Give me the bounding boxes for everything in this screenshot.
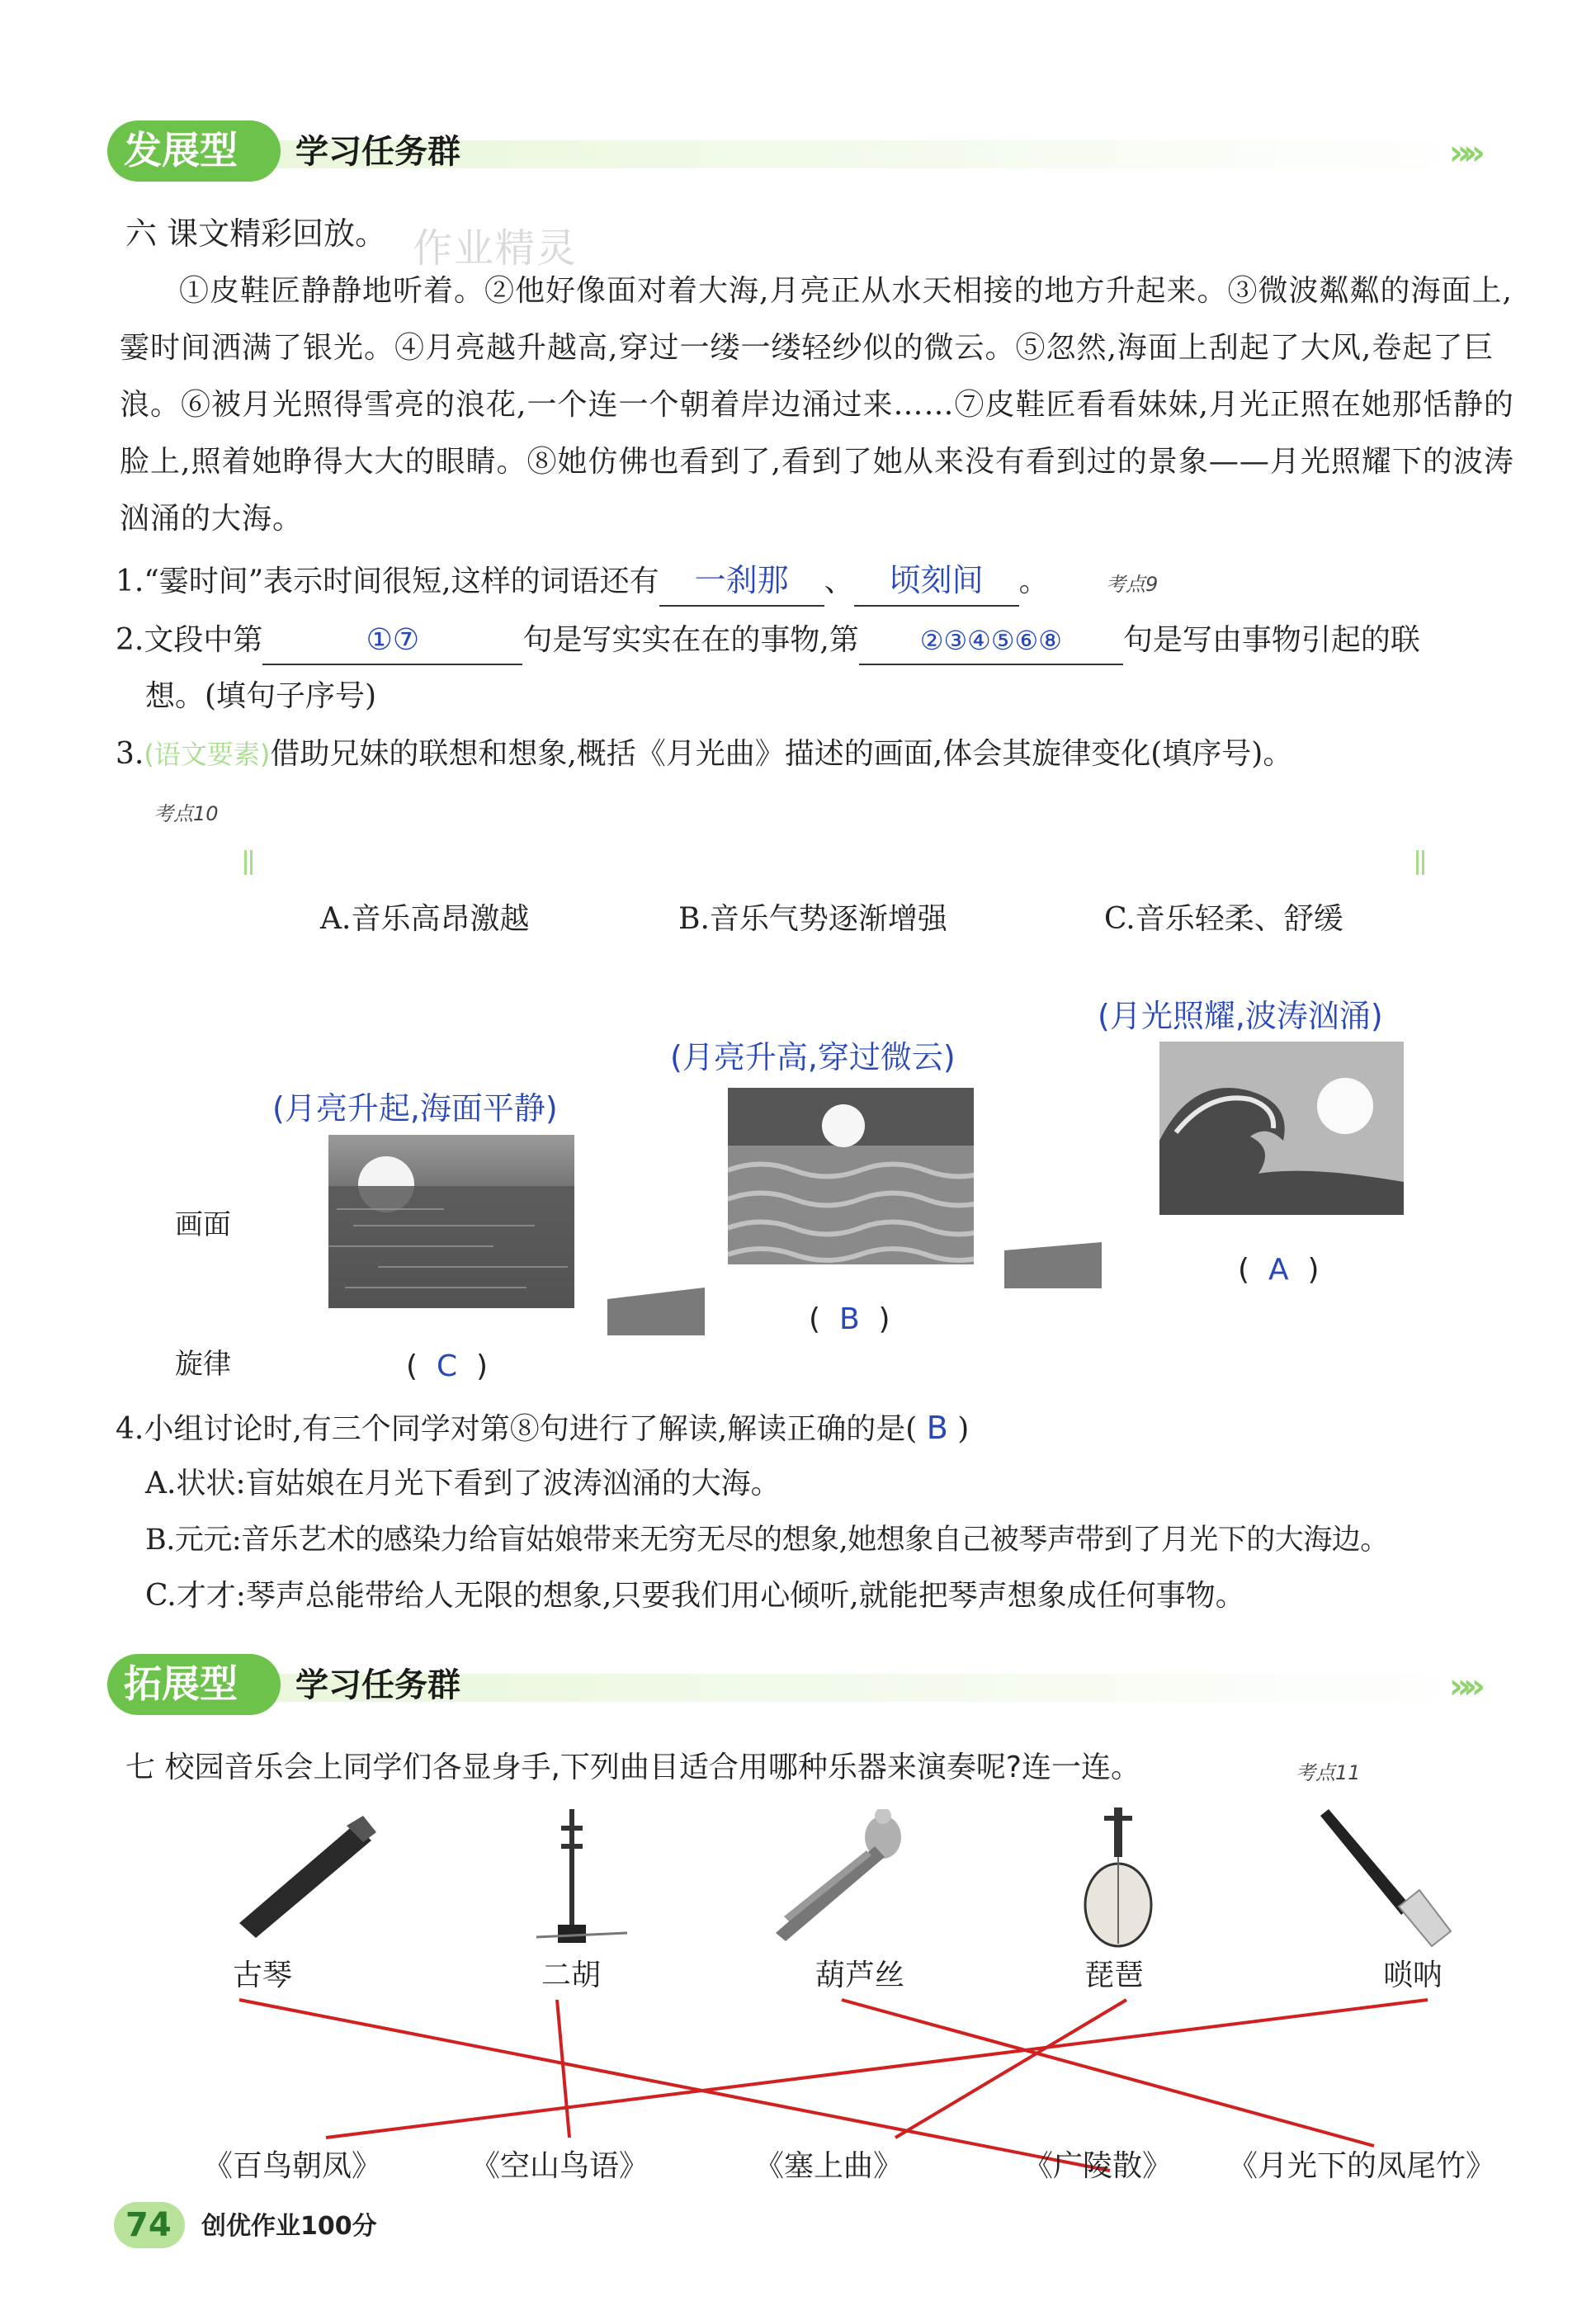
q1-answer-1: 一刹那 [694, 562, 789, 598]
banner-title: 学习任务群 [295, 133, 460, 171]
scene-3-caption: (月光照耀,波涛汹涌) [1098, 998, 1383, 1034]
scene-2-caption: (月亮升高,穿过微云) [670, 1039, 956, 1075]
question-2-line2: 想。(填句子序号) [145, 679, 377, 713]
part7-heading: 七 校园音乐会上同学们各显身手,下列曲目适合用哪种乐器来演奏呢?连一连。 [125, 1751, 1140, 1784]
scene-1-caption: (月亮升起,海面平静) [272, 1090, 558, 1127]
q2-mid: 句是写实实在在的事物,第 [522, 623, 859, 657]
scene-2-answer-value: B [838, 1302, 860, 1336]
option-b: B.音乐气势逐渐增强 [678, 902, 947, 936]
piece-label: 《百鸟朝凤》 [203, 2149, 382, 2183]
q2-prefix: 2.文段中第 [116, 623, 263, 657]
piece-label: 《广陵散》 [1023, 2149, 1173, 2183]
scene-1-answer-value: C [436, 1349, 458, 1383]
paren-open: ( [406, 1349, 418, 1383]
paren-close: ) [1307, 1253, 1320, 1287]
q4-option-c: C.才才:琴声总能带给人无限的想象,只要我们用心倾听,就能把琴声想象成任何事物。 [145, 1579, 1245, 1613]
q1-sep: 、 [824, 565, 854, 598]
kaodian-badge: 考点9 [1106, 573, 1159, 596]
instrument-label: 二胡 [541, 1959, 602, 1992]
part6-heading: 六 课文精彩回放。 [125, 215, 387, 252]
instrument-label: 古琴 [233, 1959, 293, 1992]
q4-answer[interactable]: B [926, 1410, 948, 1446]
kaodian-badge-q3: 考点10 [153, 802, 219, 825]
page-number: 74 [125, 2206, 172, 2244]
row-label-picture: 画面 [175, 1208, 231, 1241]
q4-option-a: A.状状:盲姑娘在月光下看到了波涛汹涌的大海。 [145, 1467, 781, 1500]
piece-label: 《塞上曲》 [754, 2149, 904, 2183]
double-chevron-icon: »» [1448, 132, 1477, 172]
kaodian-badge-part7: 考点11 [1296, 1761, 1361, 1784]
paren-open: ( [1238, 1253, 1250, 1287]
instrument-label: 唢呐 [1383, 1959, 1443, 1992]
piece-label: 《空山鸟语》 [470, 2149, 649, 2183]
banner-pill-text: 发展型 [124, 128, 238, 172]
q1-prefix: 1.“霎时间”表示时间很短,这样的词语还有 [116, 565, 659, 598]
q2-answer-2: ②③④⑤⑥⑧ [919, 625, 1062, 656]
q1-answer-2: 顷刻间 [889, 562, 984, 598]
double-chevron-icon: »» [1448, 1666, 1477, 1706]
row-label-melody: 旋律 [175, 1348, 231, 1381]
q3-text: 借助兄妹的联想和想象,概括《月光曲》描述的画面,体会其旋律变化(填序号)。 [270, 737, 1293, 771]
paren-close: ) [475, 1349, 489, 1383]
paren-open: ( [809, 1302, 821, 1336]
watermark: 作业精灵 [413, 225, 578, 272]
q2-suffix: 句是写由事物引起的联 [1122, 623, 1420, 657]
instrument-label: 琵琶 [1084, 1959, 1145, 1992]
q4-text: 4.小组讨论时,有三个同学对第⑧句进行了解读,解读正确的是( [116, 1412, 918, 1446]
option-c: C.音乐轻柔、舒缓 [1104, 902, 1343, 936]
scene-3-answer-value: A [1268, 1253, 1289, 1287]
banner-title: 学习任务群 [295, 1666, 460, 1704]
paren-close: ) [878, 1302, 890, 1336]
q1-suffix: 。 [1018, 565, 1049, 598]
q2-answer-1: ①⑦ [366, 623, 420, 657]
book-title: 创优作业100分 [201, 2212, 377, 2241]
instrument-label: 葫芦丝 [815, 1959, 905, 1992]
piece-label: 《月光下的凤尾竹》 [1228, 2149, 1496, 2183]
q3-num: 3. [116, 737, 144, 771]
option-a: A.音乐高昂激越 [320, 902, 530, 936]
passage: ①皮鞋匠静静地听着。②他好像面对着大海,月亮正从水天相接的地方升起来。③微波粼粼的海面上,霎时间洒满了银光。④月亮越升越高,穿过一缕一缕轻纱似的微云。⑤忽然,海面上刮起了大风,卷起了巨浪。⑥被月光照得雪亮的浪花,一个连一个朝着岸边涌过来……⑦皮鞋匠看看妹妹,月光正照在她那恬静的脸上,照着她睁得大大的眼睛。⑧她仿佛也看到了,看到了她从来没有看到过的景象——月光照耀下的波涛汹涌的大海。 [120, 274, 1514, 536]
q4-option-b: B.元元:音乐艺术的感染力给盲姑娘带来无穷无尽的想象,她想象自己被琴声带到了月光下的大海边。 [145, 1524, 1389, 1557]
q4-close: ) [957, 1412, 970, 1446]
q3-tag: (语文要素) [144, 739, 271, 770]
banner-pill-text: 拓展型 [124, 1661, 238, 1706]
